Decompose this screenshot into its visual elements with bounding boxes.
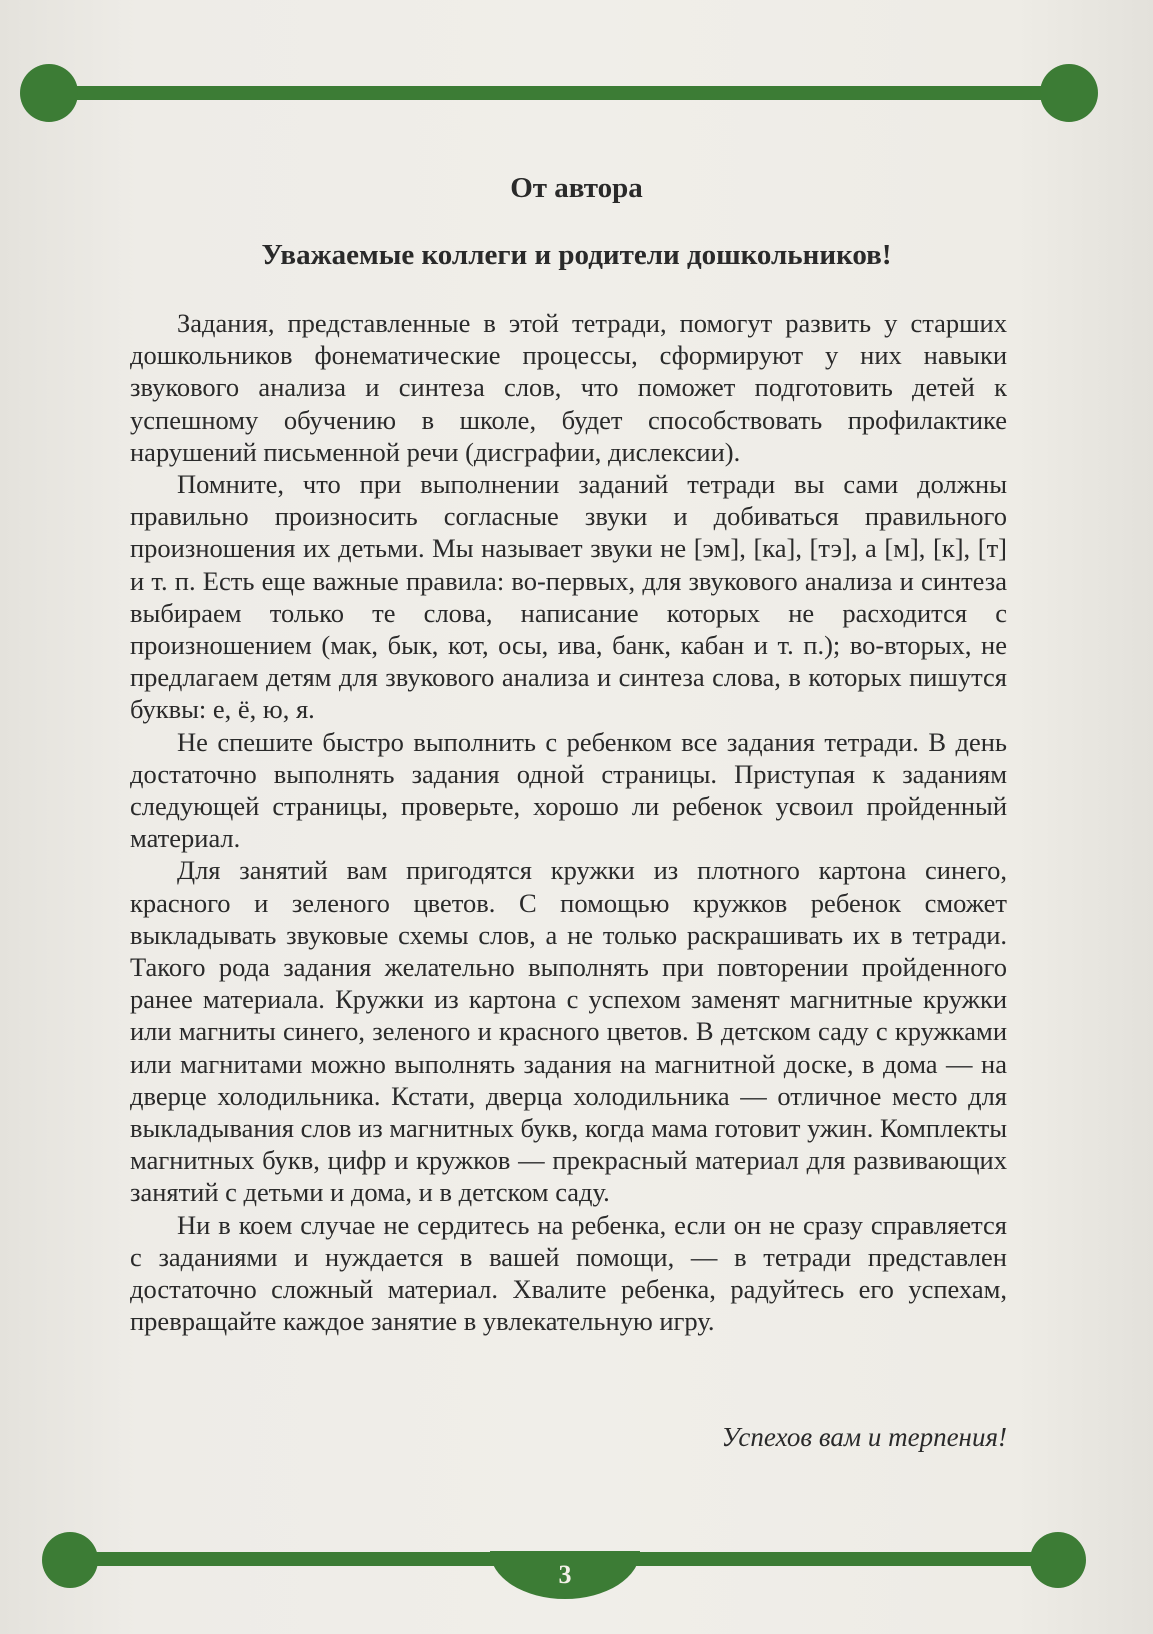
bottom-left-dot-ornament [42,1532,98,1588]
page-subtitle: Уважаемые коллеги и родители дошкольников! [261,239,892,271]
page-title: От автора [510,172,643,204]
page-number: 3 [558,1560,572,1589]
top-right-dot-ornament [1040,64,1098,122]
paragraph-3: Не спешите быстро выполнить с ребенком все задания тетради. В день достаточно выполнять задания одной страницы. Приступая к заданиям следующей страницы, проверьте, хорошо ли ребенок усвоил пройденный материал. [130,726,1007,854]
closing-signature: Успехов вам и терпения! [721,1422,1007,1452]
top-divider-line [40,86,1080,100]
top-left-dot-ornament [20,64,78,122]
paragraph-1: Задания, представленные в этой тетради, помогут развить у старших дошкольников фонематические процессы, сформируют у них навыки звукового анализа и синтеза слов, что поможет подготовить детей к успешному обучению в школе, будет способствовать профилактике нарушений письменной речи (дисграфии, дислексии). [130,308,1007,467]
body-text [130,307,1007,1338]
paragraph-5: Ни в коем случае не сердитесь на ребенка, если он не сразу справляется с заданиями и нуждается в вашей помощи, — в тетради представлен достаточно сложный материал. Хвалите ребенка, радуйтесь его успехам, превращайте каждое занятие в увлекательную игру. [130,1209,1007,1337]
paragraph-2: Помните, что при выполнении заданий тетради вы сами должны правильно произносить согласные звуки и добиваться правильного произношения их детьми. Мы называет звуки не [эм], [ка], [тэ], а [м], [к], [т] и т. п. Есть еще важные правила: во-первых, для звукового анализа и синтеза выбираем только те слова, написание которых не расходится с произношением (мак, бык, кот, осы, ива, банк, кабан и т. п.); во-вторых, не предлагаем детям для звукового анализа и синтеза слова, в которых пишутся буквы: е, ё, ю, я. [130,469,1007,725]
paragraph-4: Для занятий вам пригодятся кружки из плотного картона синего, красного и зеленого цветов. С помощью кружков ребенок сможет выкладывать звуковые схемы слов, а не только раскрашивать их в тетради. Такого рода задания желательно выполнять при повторении пройденного ранее материала. Кружки из картона с успехом заменят магнитные кружки или магниты синего, зеленого и красного цветов. В детском саду с кружками или магнитами можно выполнять задания на магнитной доске, в дома — на дверце холодильника. Кстати, дверца холодильника — отличное место для выкладывания слов из магнитных букв, когда мама готовит ужин. Комплекты магнитных букв, цифр и кружков — прекрасный материал для развивающих занятий с детьми и дома, и в детском саду. [130,855,1007,1208]
bottom-right-dot-ornament [1030,1532,1086,1588]
